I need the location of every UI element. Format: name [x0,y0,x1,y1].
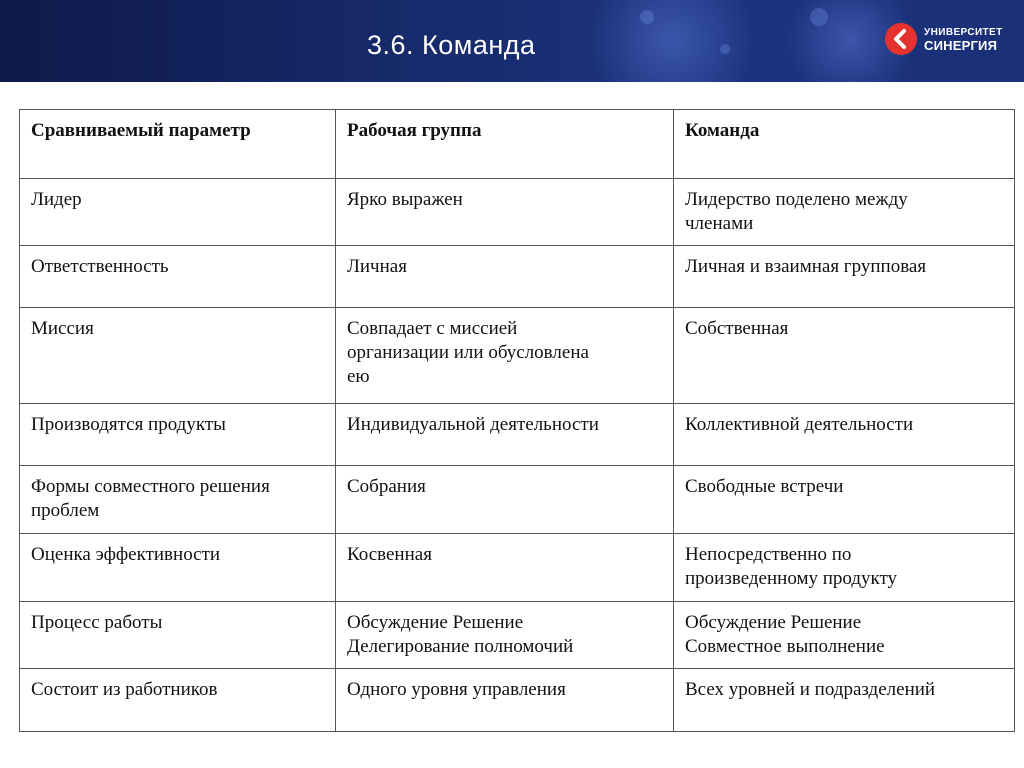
table-cell: Оценка эффективности [20,534,336,602]
synergy-logo-icon [884,22,918,56]
table-cell: Индивидуальной деятельности [336,404,674,466]
table-cell: Состоит из работников [20,669,336,732]
table-row [20,466,1015,534]
table-cell: Лидерство поделено между членами [674,179,1015,246]
table-row [20,308,1015,404]
table-row [20,602,1015,669]
table-row [20,179,1015,246]
logo-line-2: СИНЕРГИЯ [924,38,998,53]
table-cell: Собственная [674,308,1015,404]
table-cell: Косвенная [336,534,674,602]
table-cell: Обсуждение Решение Делегирование полномочий [336,602,674,669]
table-cell: Непосредственно по произведенному продукту [674,534,1015,602]
table-cell: Миссия [20,308,336,404]
column-header: Команда [674,110,1015,179]
table-cell: Одного уровня управления [336,669,674,732]
table-cell: Производятся продукты [20,404,336,466]
table-cell: Совпадает с миссией организации или обусловлена ею [336,308,674,404]
table-cell: Всех уровней и подразделений [674,669,1015,732]
header-decoration [580,0,760,82]
table-cell: Собрания [336,466,674,534]
header-decoration [640,10,654,24]
slide-header [0,0,1024,82]
table-cell: Личная и взаимная групповая [674,246,1015,308]
table-cell: Личная [336,246,674,308]
table-row [20,669,1015,732]
table-cell: Лидер [20,179,336,246]
column-header: Рабочая группа [336,110,674,179]
table-cell: Свободные встречи [674,466,1015,534]
comparison-table [19,109,1015,732]
logo-line-1: УНИВЕРСИТЕТ [924,27,1003,38]
column-header: Сравниваемый параметр [20,110,336,179]
table-cell: Формы совместного решения проблем [20,466,336,534]
table-row [20,246,1015,308]
header-decoration [810,8,828,26]
slide-title: 3.6. Команда [367,30,536,60]
table-row [20,534,1015,602]
header-decoration [720,44,730,54]
table-cell: Ярко выражен [336,179,674,246]
university-logo [884,22,1014,62]
table-cell: Ответственность [20,246,336,308]
table-header-row [20,110,1015,179]
logo-wordmark [924,26,1003,52]
table-cell: Процесс работы [20,602,336,669]
table-row [20,404,1015,466]
table-cell: Обсуждение Решение Совместное выполнение [674,602,1015,669]
table-cell: Коллективной деятельности [674,404,1015,466]
